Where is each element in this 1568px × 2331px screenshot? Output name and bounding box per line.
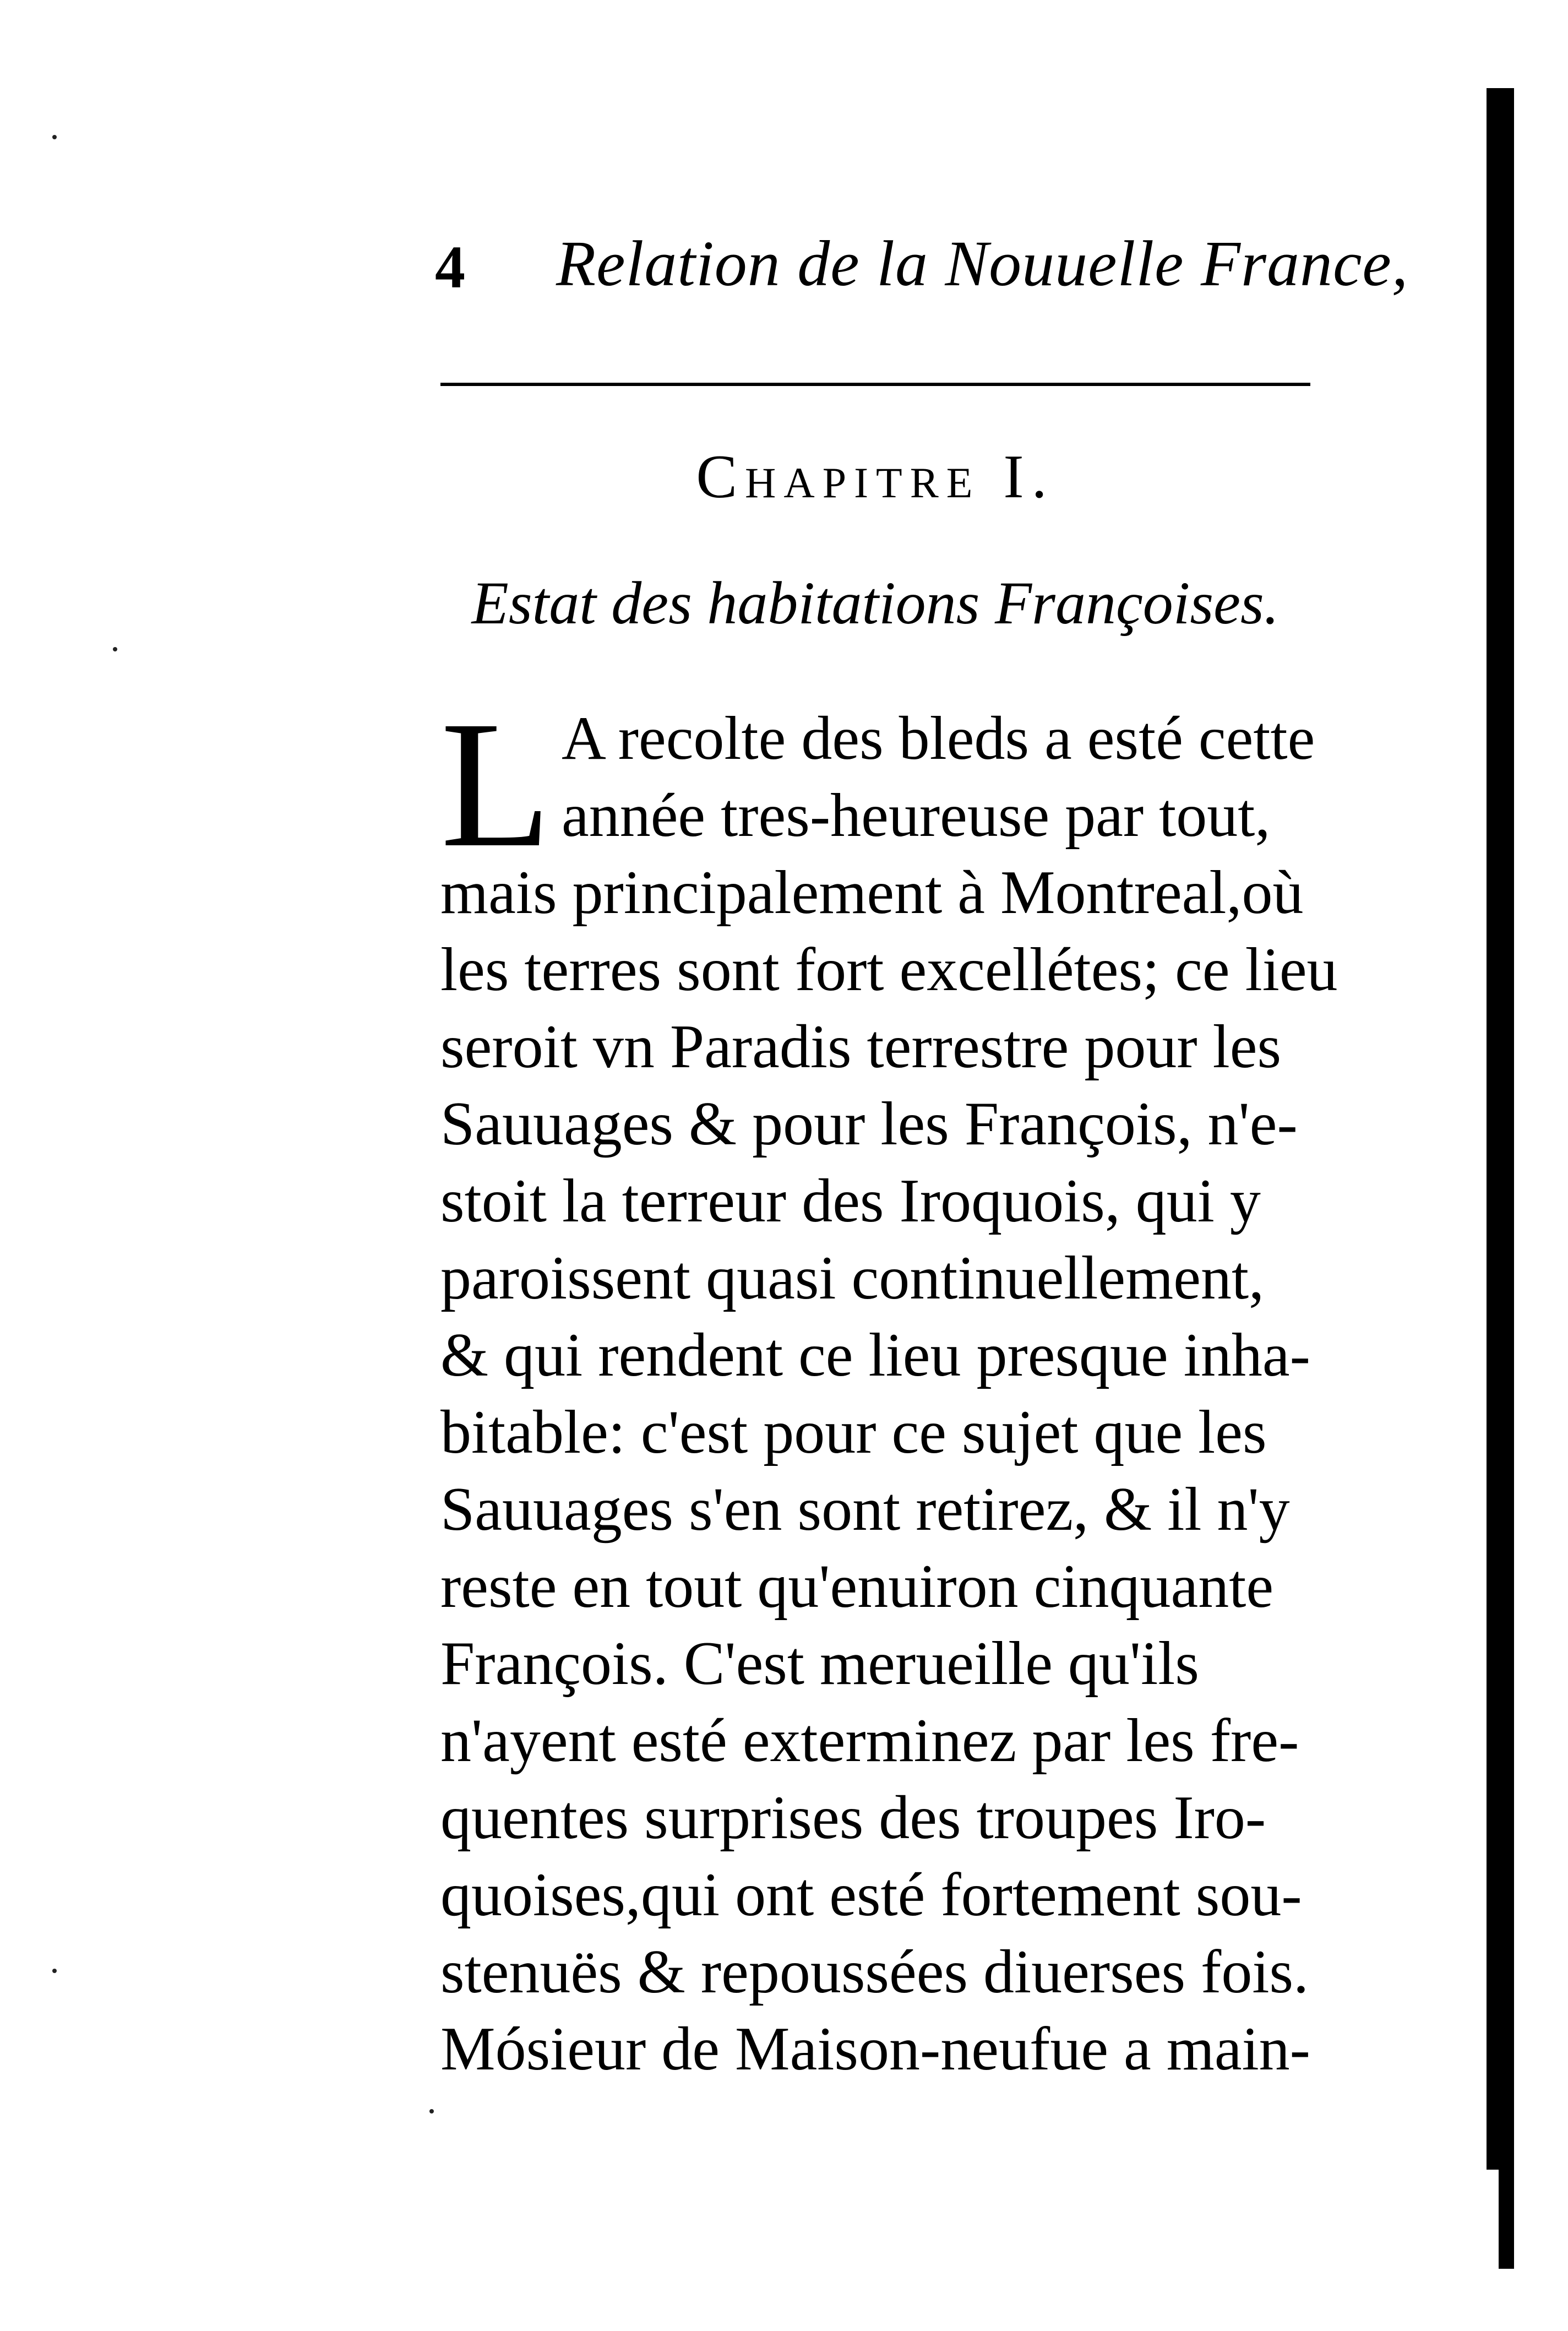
text-line: n'ayent esté exterminez par les fre- — [440, 1707, 1299, 1775]
stray-mark — [52, 135, 57, 139]
page-number: 4 — [435, 233, 465, 301]
stray-mark — [113, 647, 117, 651]
page-header — [435, 220, 1409, 319]
running-title: Relation de la Nouuelle France, — [556, 227, 1409, 300]
chapter-subtitle: Estat des habitations Françoises. — [471, 569, 1280, 637]
text-line: & qui rendent ce lieu presque inha- — [440, 1321, 1310, 1389]
header-rule — [440, 383, 1310, 386]
text-line: quentes surprises des troupes Iro- — [440, 1784, 1266, 1852]
stray-mark — [52, 1969, 57, 1973]
text-line: seroit vn Paradis terrestre pour les — [440, 1013, 1282, 1081]
text-line: année tres-heureuse par tout, — [562, 781, 1271, 850]
text-line: bitable: c'est pour ce sujet que les — [440, 1398, 1267, 1466]
text-line: stenuës & repoussées diuerses fois. — [440, 1938, 1309, 2006]
stray-mark — [429, 2109, 434, 2113]
text-line: reste en tout qu'enuiron cinquante — [440, 1552, 1274, 1621]
text-line: A recolte des bleds a esté cette — [562, 704, 1315, 773]
text-line: Mósieur de Maison-neufue a main- — [440, 2015, 1310, 2083]
text-line: les terres sont fort excellétes; ce lieu — [440, 936, 1338, 1004]
text-line: Sauuages & pour les François, n'e- — [440, 1090, 1298, 1158]
text-line: François. C'est merueille qu'ils — [440, 1629, 1199, 1698]
text-line: quoises,qui ont esté fortement sou- — [440, 1861, 1302, 1929]
text-line: stoit la terreur des Iroquois, qui y — [440, 1167, 1261, 1235]
binding-shadow-lower — [1499, 1432, 1514, 2269]
drop-cap: L — [440, 684, 552, 885]
chapter-title: Chapitre I. — [696, 443, 1055, 511]
text-line: mais principalement à Montreal,où — [440, 858, 1304, 927]
text-line: Sauuages s'en sont retirez, & il n'y — [440, 1475, 1290, 1544]
text-line: paroissent quasi continuellement, — [440, 1244, 1265, 1312]
